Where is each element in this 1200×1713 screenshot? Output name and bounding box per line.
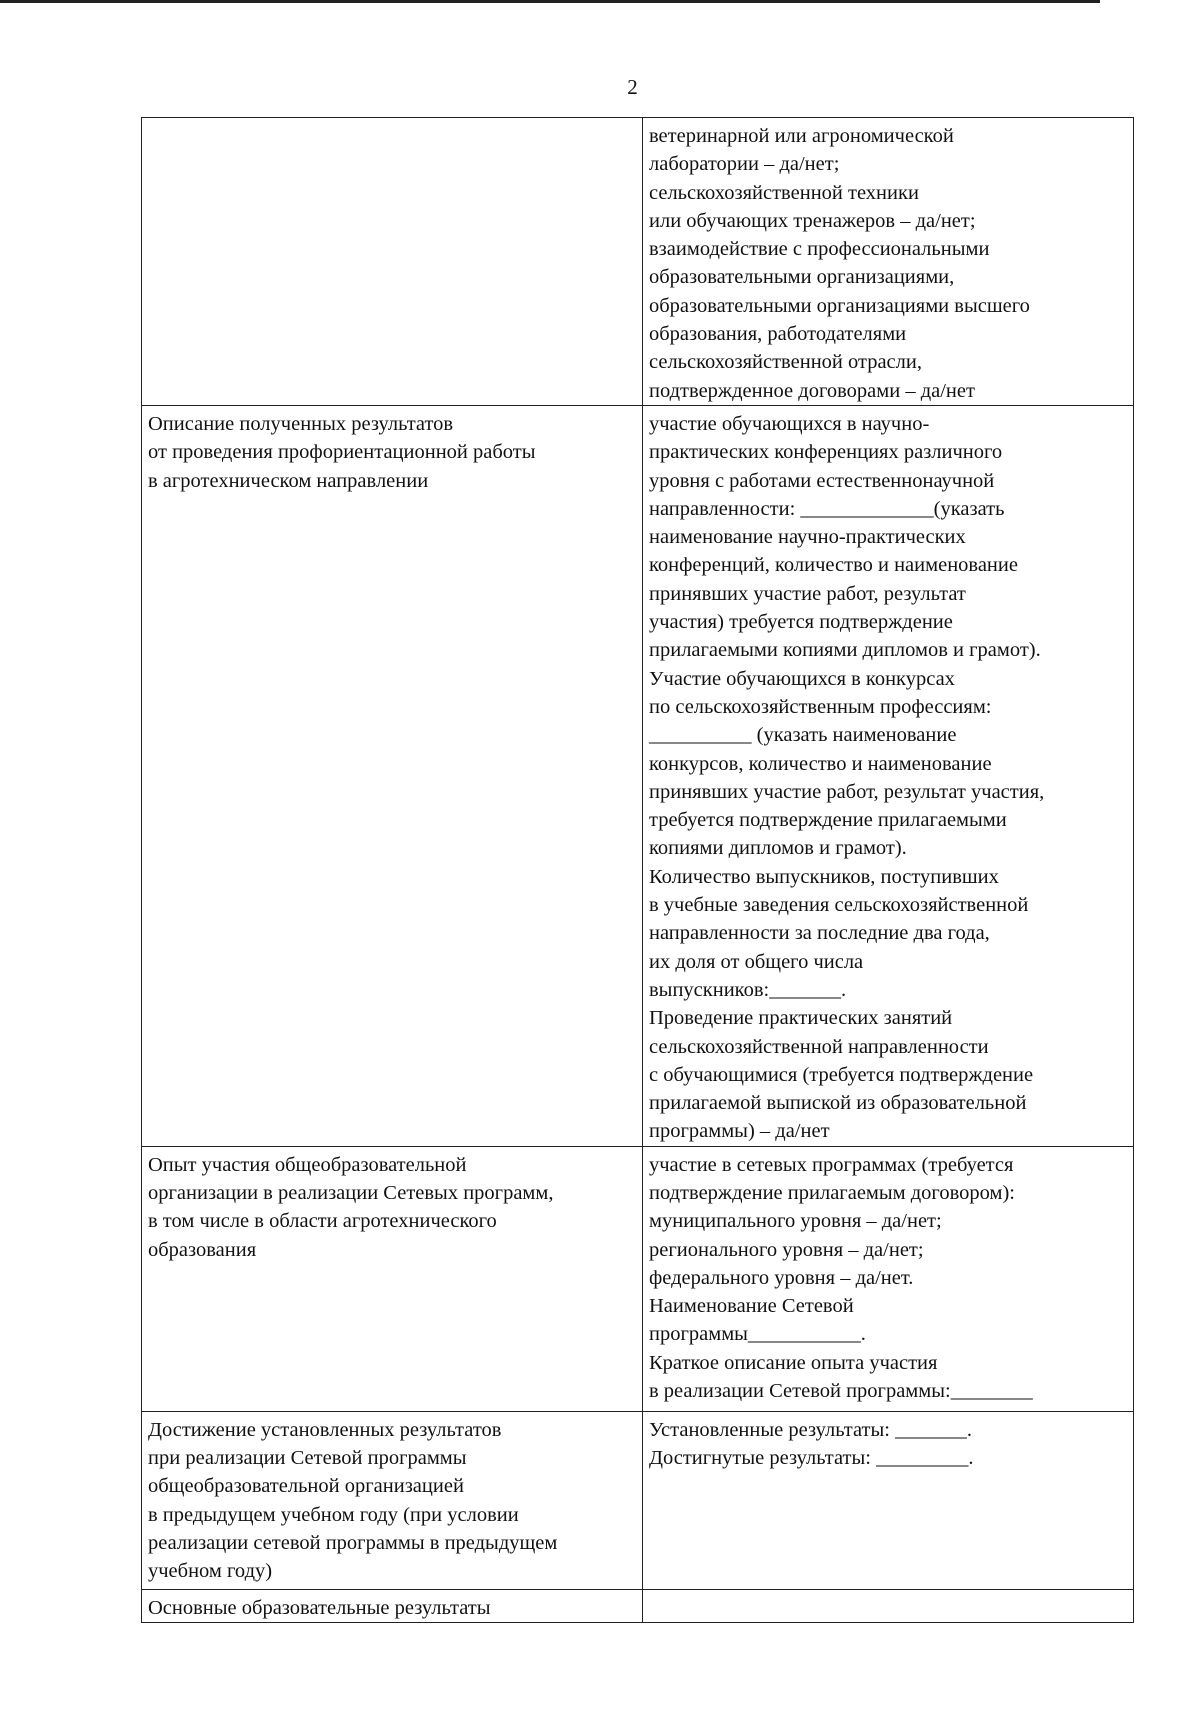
scan-top-edge (0, 0, 1100, 3)
criterion-cell: Опыт участия общеобразовательной организации в реализации Сетевых программ, в том числе в области агротехнического образования (142, 1146, 643, 1411)
page-number: 2 (627, 75, 638, 99)
table-row (142, 405, 1134, 1146)
criterion-cell (142, 118, 643, 406)
table-row (142, 1589, 1134, 1622)
table-row (142, 118, 1134, 406)
indicator-cell (643, 1589, 1134, 1622)
indicator-cell: участие в сетевых программах (требуется подтверждение прилагаемым договором): муниципального уровня – да/нет; регионального уровня – да/нет; федерального уровня – да/нет. Наименование Сетевой программы___________. Краткое описание опыта участия в реализации Сетевой программы:________ (643, 1146, 1134, 1411)
table-row (142, 1146, 1134, 1411)
criterion-cell: Описание полученных результатов от проведения профориентационной работы в агротехническом направлении (142, 405, 643, 1146)
criterion-cell: Основные образовательные результаты (142, 1589, 643, 1622)
table-row (142, 1411, 1134, 1589)
criterion-cell: Достижение установленных результатов при реализации Сетевой программы общеобразовательной организацией в предыдущем учебном году (при условии реализации сетевой программы в предыдущем учебном году) (142, 1411, 643, 1589)
indicator-cell: Установленные результаты: _______. Достигнутые результаты: _________. (643, 1411, 1134, 1589)
indicator-cell: участие обучающихся в научно- практических конференциях различного уровня с работами естественнонаучной направленности: _____________(указать наименование научно-практических конференций, количество и наименование принявших участие работ, результат участия) требуется подтверждение прилагаемыми копиями дипломов и грамот). Участие обучающихся в конкурсах по сельскохозяйственным профессиям: __________ (указать наименование конкурсов, количество и наименование принявших участие работ, результат участия, требуется подтверждение прилагаемыми копиями дипломов и грамот). Количество выпускников, поступивших в учебные заведения сельскохозяйственной направленности за последние два года, их доля от общего числа выпускников:_______. Проведение практических занятий сельскохозяйственной направленности с обучающимися (требуется подтверждение прилагаемой выпиской из образовательной программы) – да/нет (643, 405, 1134, 1146)
indicator-cell: ветеринарной или агрономической лаборатории – да/нет; сельскохозяйственной техники или обучающих тренажеров – да/нет; взаимодействие с профессиональными образовательными организациями, образовательными организациями высшего образования, работодателями сельскохозяйственной отрасли, подтвержденное договорами – да/нет (643, 118, 1134, 406)
criteria-table (141, 117, 1134, 1623)
